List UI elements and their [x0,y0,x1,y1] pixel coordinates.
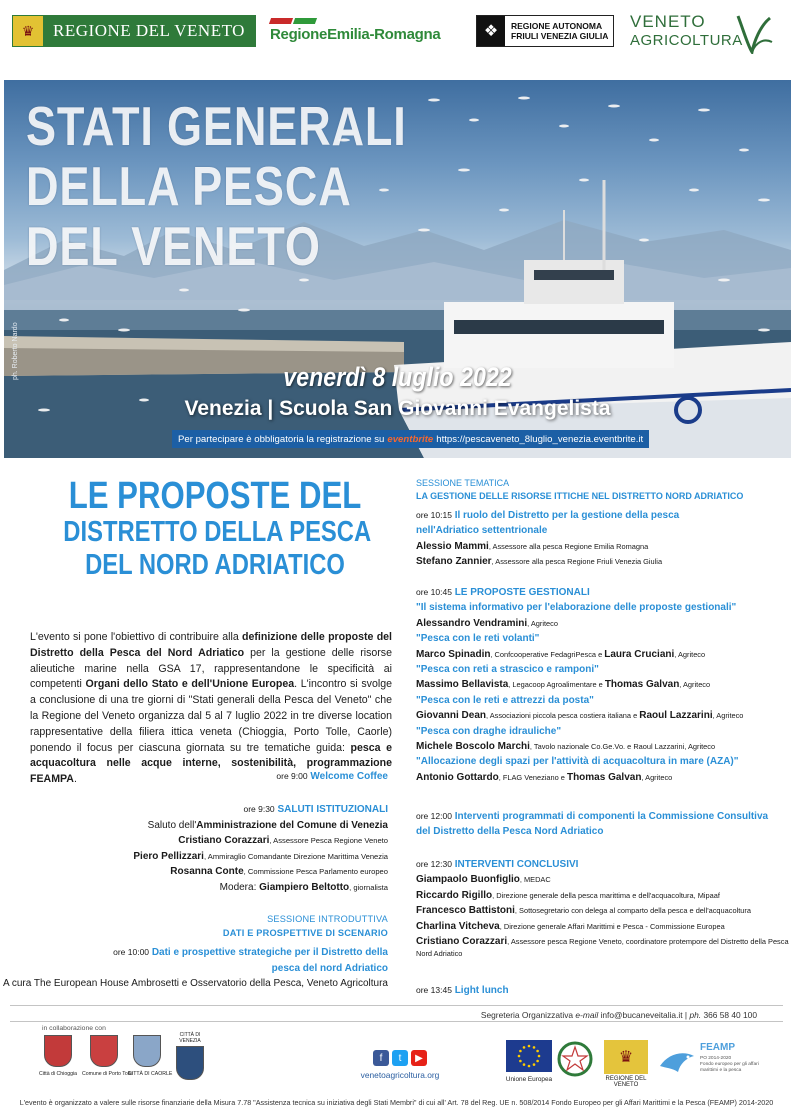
feamp-title: FEAMP [700,1042,735,1053]
veneto-agricoltura-line1: VENETO [630,12,706,31]
eagle-icon: ❖ [477,16,505,46]
registration-link[interactable]: https://pescaveneto_8luglio_venezia.eventbrite.it [436,433,644,445]
chioggia-caption: Città di Chioggia [38,1071,78,1077]
speaker-row: Antonio Gottardo, FLAG Veneziano e Thomas Galvan, Agriteco [416,771,673,783]
regione-veneto-logo [12,15,256,47]
section-title-line2: DISTRETTO DELLA PESCA [63,516,372,548]
italian-republic-emblem-icon [556,1040,594,1078]
program-1345: ore 13:45 Light lunch [416,985,509,996]
feamp-logo [658,1040,778,1084]
registration-banner [172,430,649,448]
site-link[interactable]: venetoagricoltura.org [360,1070,440,1080]
fvg-logo-line2: FRIULI VENEZIA GIULIA [511,31,609,41]
section-title [30,476,400,582]
eu-flag-icon [506,1040,552,1072]
youtube-icon[interactable]: ▶ [411,1050,427,1066]
porto-tolle-crest [82,1035,133,1077]
shield-icon [44,1035,72,1067]
speaker-row: Cristiano Corazzari, Assessore pesca Regione Veneto, coordinatore protempore del Distretto della Pesca [416,936,789,948]
regione-veneto-logo-text: REGIONE DEL VENETO [43,16,255,46]
footer-divider [10,1021,783,1022]
fvg-logo-line1: REGIONE AUTONOMA [511,21,603,31]
event-date: venerdì 8 luglio 2022 [283,362,512,392]
hero-banner [4,80,791,458]
caorle-crest [128,1035,173,1077]
intro-paragraph: L'evento si pone l'obiettivo di contribuire alla definizione delle proposte del Distretto della Pesca del Nord Adriatico per la gestione delle risorse alieutiche marine nella GSA 17, rappresentandone le specificità ai competenti Organi dello Stato e dell'Unione Europea. L'incontro si svolge a conclusione di una tre giorni di "Stati generali della Pesca del Veneto" che la Regione del Veneto organizza dal 5 al 7 luglio 2022 in tre diverse location rappresentative della filiera ittica veneta (Chioggia, Porto Tolle, Caorle) ponendo il focus per ciascuna giornata su tre tematiche guida: pesca e acquacoltura nelle acque interne, sostenibilità, programmazione FEAMPA. [30,631,393,786]
thematic-session-header: SESSIONE TEMATICA LA GESTIONE DELLE RISORSE ITTICHE NEL DISTRETTO NORD ADRIATICO [416,478,744,501]
contact-phone: 366 58 40 100 [703,1010,757,1020]
funding-note: L'evento è organizzato a valere sulle risorse finanziarie della Misura 7.78 "Assistenza tecnica su iniziativa degli Stati Membri" di cui all' Art. 78 del Reg. UE n. 508/2014 Fondo Europeo per gli Affari Marittimi e la Pesca (FEAMP) 2014-2020 [19,1098,774,1107]
regione-fvg-logo [476,15,614,47]
event-title-line2: DELLA PESCA [26,155,352,217]
section-title-line1: LE PROPOSTE DEL [68,475,362,517]
program-1200: ore 12:00 Interventi programmati di componenti la Commissione Consultiva del Distretto della Pesca Nord Adriatico [416,811,769,838]
shield-icon [133,1035,161,1067]
intro-session-header: SESSIONE INTRODUTTIVA DATI E PROSPETTIVE DI SCENARIO [222,914,388,938]
lion-crest-icon: ♛ [13,16,43,46]
shield-icon [176,1046,204,1080]
program-1230: ore 12:30 INTERVENTI CONCLUSIVI Giampaolo Buonfiglio, MEDAC Riccardo Rigillo, Direzione generale della pesca marittima e dell'acquacoltura, Mipaaf Francesco Battistoni, Sottosegretario con delega al comparto della pesca e dell'acquacoltura Charlina Vitcheva, Direzione generale Affari Marittimi e Pesca - Commissione Europea Cristiano Corazzari, Assessore pesca Regione Veneto, coordinatore protempore del Distretto della Pesca Nord Adriatico [416,859,789,959]
venezia-crest [170,1032,210,1080]
emilia-romagna-logo-text: RegioneEmilia-Romagna [270,26,441,43]
event-title-line1: STATI GENERALI [26,95,407,157]
program-welcome-coffee: ore 9:00 Welcome Coffee [276,771,388,782]
footer-divider [10,1005,783,1006]
porto-tolle-caption: Comune di Porto Tolle [82,1071,133,1077]
venezia-caption: CITTÀ DI VENEZIA [179,1032,201,1044]
feamp-sub: PO 2014-2020 Fondo europeo per gli affari marittimi e la pesca [700,1056,759,1073]
speaker-row: Cristiano Corazzari, Assessore Pesca Regione Veneto [178,835,388,846]
regione-veneto-small-logo: ♛ [604,1040,648,1074]
program-intro-talk: ore 10:00 Dati e prospettive strategiche per il Distretto della pesca del nord Adriatico A cura The European House Ambrosetti e Osservatorio della Pesca, Veneto Agricoltura [2,947,388,989]
chioggia-crest [36,1035,80,1077]
segreteria-contact: Segreteria Organizzativa e-mail info@bucaneveitalia.it | ph. 366 58 40 100 [480,1010,757,1020]
program-1015: ore 10:15 Il ruolo del Distretto per la gestione della pesca nell'Adriatico settentrionale Alessio Mammi, Assessore alla pesca Regione Emilia Romagna Stefano Zannier, Assessore alla pesca Regione Friuli Venezia Giulia [416,508,679,570]
speaker-row: Giampaolo Buonfiglio, MEDAC [416,874,551,886]
caorle-caption: CITTÀ DI CAORLE [128,1071,173,1077]
program-1045: ore 10:45 LE PROPOSTE GESTIONALI "Il sistema informativo per l'elaborazione delle proposte gestionali" Alessandro Vendramini, Agriteco "Pesca con le reti volanti" Marco Spinadin, Confcooperative FedagriPesca e Laura Cruciani, Agriteco "Pesca con reti a strascico e ramponi" Massimo Bellavista, Legacoop Agroalimentare e Thomas Galvan, Agriteco "Pesca con le reti e attrezzi da posta" Giovanni Dean, Associazioni piccola pesca costiera italiana e Raoul Lazzarini, Agriteco "Pesca con draghe idrauliche" Michele Boscolo Marchi, Tavolo nazionale Co.Ge.Vo. e Raoul Lazzarini, Agriteco "Allocazione degli spazi per l'attività di acquacoltura in mare (AZA)" Antonio Gottardo, FLAG Veneziano e Thomas Galvan, Agriteco [416,585,743,785]
contact-email[interactable]: info@bucaneveitalia.it [600,1010,683,1020]
speaker-row: Alessio Mammi, Assessore alla pesca Regione Emilia Romagna [416,540,649,552]
photo-credit: ph. Roberto Nardo [12,322,19,380]
twitter-icon[interactable]: t [392,1050,408,1066]
veneto-agricoltura-site [340,1050,460,1080]
shield-icon [90,1035,118,1067]
facebook-icon[interactable]: f [373,1050,389,1066]
speaker-row: Piero Pellizzari, Ammiraglio Comandante Direzione Marittima Venezia [133,850,388,862]
registration-text: Per partecipare è obbligatoria la registrazione su [178,433,385,445]
speaker-row: Alessandro Vendramini, Agriteco [416,617,558,629]
speaker-row: Michele Boscolo Marchi, Tavolo nazionale Co.Ge.Vo. e Raoul Lazzarini, Agriteco [416,741,716,753]
regione-emilia-romagna-logo [268,18,446,48]
regione-veneto-caption: REGIONE DEL VENETO [605,1076,647,1088]
veneto-agricoltura-line2: AGRICOLTURA [630,32,743,49]
leaf-mark-icon [734,12,774,54]
speaker-row: Rosanna Conte, Commissione Pesca Parlamento europeo [170,866,388,877]
event-title-line3: DEL VENETO [26,215,321,277]
fish-hand-icon [658,1044,698,1078]
section-title-line3: DEL NORD ADRIATICO [85,549,345,581]
speaker-row: Riccardo Rigillo, Direzione generale della pesca marittima e dell'acquacoltura, Mipaaf [416,889,720,901]
speaker-row: Massimo Bellavista, Legacoop Agroalimentare e Thomas Galvan, Agriteco [416,679,711,691]
eventbrite-logo: eventbrite [387,433,434,445]
veneto-agricoltura-logo [630,12,780,56]
event-title [26,96,407,276]
program-saluti: ore 9:30 SALUTI ISTITUZIONALI Saluto dell'Amministrazione del Comune di Venezia Cristiano Corazzari, Assessore Pesca Regione Veneto Piero Pellizzari, Ammiraglio Comandante Direzione Marittima Venezia Rosanna Conte, Commissione Pesca Parlamento europeo Modera: Giampiero Beltotto, giornalista [133,802,388,895]
speaker-row: Charlina Vitcheva, Direzione generale Affari Marittimi e Pesca - Commissione Europea [416,920,725,932]
event-venue: Venezia | Scuola San Giovanni Evangelista [184,397,611,420]
eu-caption: Unione Europea [505,1076,553,1083]
moderator-row: Modera: Giampiero Beltotto, giornalista [219,881,388,893]
speaker-row: Francesco Battistoni, Sottosegretario con delega al comparto della pesca e dell'acquacoltura [416,905,751,917]
speaker-row: Giovanni Dean, Associazioni piccola pesca costiera italiana e Raoul Lazzarini, Agriteco [416,710,744,722]
speaker-row: Stefano Zannier, Assessore alla pesca Regione Friuli Venezia Giulia [416,556,663,568]
collab-label: in collaborazione con [42,1025,106,1032]
speaker-row: Marco Spinadin, Confcooperative FedagriPesca e Laura Cruciani, Agriteco [416,648,706,660]
